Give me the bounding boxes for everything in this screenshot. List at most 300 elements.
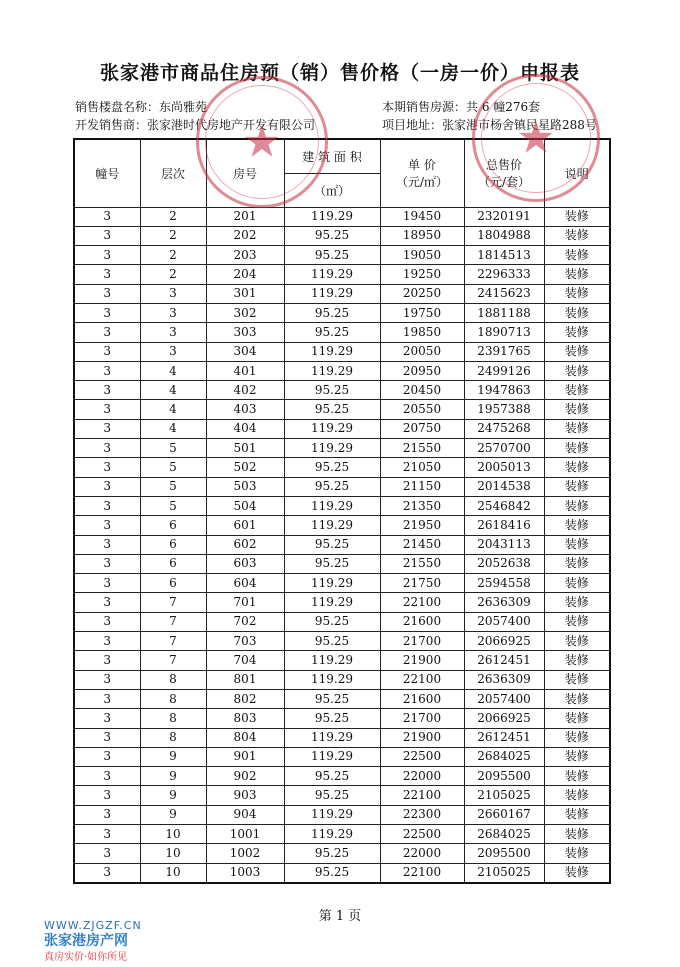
cell-note: 装修: [544, 303, 610, 322]
cell-room: 704: [206, 651, 284, 670]
cell-floor: 6: [140, 516, 206, 535]
table-row: [74, 844, 610, 863]
table-row: [74, 574, 610, 593]
cell-building: 3: [74, 844, 140, 863]
cell-total: 2660167: [464, 805, 544, 824]
cell-floor: 8: [140, 728, 206, 747]
cell-area: 119.29: [284, 361, 380, 380]
table-row: [74, 496, 610, 515]
cell-floor: 2: [140, 246, 206, 265]
watermark-url: WWW.ZJGZF.CN: [44, 919, 142, 932]
cell-area: 119.29: [284, 496, 380, 515]
cell-total: 2095500: [464, 844, 544, 863]
cell-floor: 2: [140, 226, 206, 245]
cell-note: 装修: [544, 496, 610, 515]
cell-building: 3: [74, 863, 140, 883]
cell-total: 2043113: [464, 535, 544, 554]
cell-price: 20450: [380, 381, 464, 400]
cell-floor: 3: [140, 303, 206, 322]
cell-floor: 10: [140, 863, 206, 883]
header-price: [380, 139, 464, 207]
cell-floor: 3: [140, 342, 206, 361]
cell-floor: 9: [140, 786, 206, 805]
project-name-value: 东尚雅苑: [159, 100, 208, 114]
cell-total: 1804988: [464, 226, 544, 245]
cell-price: 19850: [380, 323, 464, 342]
table-row: [74, 207, 610, 226]
cell-area: 119.29: [284, 747, 380, 766]
cell-price: 21550: [380, 439, 464, 458]
cell-room: 1002: [206, 844, 284, 863]
cell-total: 2005013: [464, 458, 544, 477]
table-row: [74, 747, 610, 766]
cell-price: 21900: [380, 728, 464, 747]
cell-building: 3: [74, 632, 140, 651]
cell-area: 95.25: [284, 844, 380, 863]
cell-price: 21150: [380, 477, 464, 496]
cell-building: 3: [74, 805, 140, 824]
cell-total: 2636309: [464, 593, 544, 612]
watermark-slogan: 真房实价·如你所见: [44, 952, 128, 963]
header-note: 说明: [544, 139, 610, 207]
supply-value: 共 6 幢276套: [466, 100, 541, 114]
cell-area: 119.29: [284, 439, 380, 458]
table-row: [74, 458, 610, 477]
cell-price: 20250: [380, 284, 464, 303]
cell-price: 21700: [380, 709, 464, 728]
cell-total: 2105025: [464, 863, 544, 883]
cell-building: 3: [74, 612, 140, 631]
price-table: [73, 138, 611, 884]
cell-total: 2057400: [464, 689, 544, 708]
cell-note: 装修: [544, 709, 610, 728]
cell-room: 702: [206, 612, 284, 631]
cell-price: 22000: [380, 767, 464, 786]
table-row: [74, 863, 610, 883]
cell-room: 302: [206, 303, 284, 322]
cell-note: 装修: [544, 265, 610, 284]
cell-note: 装修: [544, 381, 610, 400]
cell-building: 3: [74, 689, 140, 708]
cell-room: 503: [206, 477, 284, 496]
cell-price: 22100: [380, 786, 464, 805]
cell-room: 803: [206, 709, 284, 728]
cell-floor: 3: [140, 323, 206, 342]
cell-building: 3: [74, 400, 140, 419]
project-name-label: 销售楼盘名称：: [75, 100, 160, 114]
cell-room: 304: [206, 342, 284, 361]
cell-area: 95.25: [284, 554, 380, 573]
header-area-unit: （㎡）: [284, 173, 380, 207]
cell-floor: 6: [140, 574, 206, 593]
cell-room: 804: [206, 728, 284, 747]
cell-room: 202: [206, 226, 284, 245]
table-row: [74, 361, 610, 380]
cell-building: 3: [74, 265, 140, 284]
cell-total: 2499126: [464, 361, 544, 380]
cell-floor: 9: [140, 767, 206, 786]
table-row: [74, 670, 610, 689]
cell-price: 22100: [380, 593, 464, 612]
cell-floor: 6: [140, 554, 206, 573]
cell-note: 装修: [544, 439, 610, 458]
cell-floor: 3: [140, 284, 206, 303]
cell-price: 20050: [380, 342, 464, 361]
cell-total: 1957388: [464, 400, 544, 419]
cell-room: 801: [206, 670, 284, 689]
cell-floor: 7: [140, 593, 206, 612]
cell-room: 903: [206, 786, 284, 805]
supply-label: 本期销售房源：: [382, 100, 467, 114]
cell-room: 402: [206, 381, 284, 400]
header-area: 建 筑 面 积: [284, 139, 380, 173]
cell-price: 22500: [380, 825, 464, 844]
cell-note: 装修: [544, 863, 610, 883]
header-room: 房号: [206, 139, 284, 207]
table-row: [74, 226, 610, 245]
cell-floor: 5: [140, 496, 206, 515]
table-row: [74, 284, 610, 303]
table-row: [74, 612, 610, 631]
cell-area: 119.29: [284, 651, 380, 670]
cell-building: 3: [74, 554, 140, 573]
cell-room: 204: [206, 265, 284, 284]
cell-room: 403: [206, 400, 284, 419]
cell-floor: 5: [140, 439, 206, 458]
cell-note: 装修: [544, 246, 610, 265]
header-building: 幢号: [74, 139, 140, 207]
cell-room: 701: [206, 593, 284, 612]
address-value: 张家港市杨舍镇民星路288号: [442, 118, 597, 132]
cell-area: 119.29: [284, 593, 380, 612]
cell-area: 95.25: [284, 246, 380, 265]
cell-price: 19450: [380, 207, 464, 226]
cell-room: 901: [206, 747, 284, 766]
table-row: [74, 728, 610, 747]
cell-floor: 5: [140, 458, 206, 477]
cell-area: 119.29: [284, 207, 380, 226]
cell-building: 3: [74, 747, 140, 766]
cell-building: 3: [74, 439, 140, 458]
cell-note: 装修: [544, 342, 610, 361]
cell-note: 装修: [544, 747, 610, 766]
cell-floor: 5: [140, 477, 206, 496]
cell-total: 2095500: [464, 767, 544, 786]
cell-note: 装修: [544, 593, 610, 612]
cell-room: 703: [206, 632, 284, 651]
cell-total: 2612451: [464, 728, 544, 747]
cell-price: 20750: [380, 419, 464, 438]
cell-total: 2105025: [464, 786, 544, 805]
cell-price: 21600: [380, 612, 464, 631]
cell-note: 装修: [544, 554, 610, 573]
table-row: [74, 593, 610, 612]
cell-note: 装修: [544, 825, 610, 844]
table-row: [74, 632, 610, 651]
table-row: [74, 535, 610, 554]
cell-building: 3: [74, 284, 140, 303]
cell-total: 2684025: [464, 825, 544, 844]
cell-price: 20950: [380, 361, 464, 380]
table-row: [74, 400, 610, 419]
cell-total: 1881188: [464, 303, 544, 322]
cell-area: 95.25: [284, 400, 380, 419]
header-price-label: 单 价: [408, 158, 436, 173]
cell-room: 501: [206, 439, 284, 458]
cell-area: 95.25: [284, 303, 380, 322]
cell-price: 21550: [380, 554, 464, 573]
cell-price: 22100: [380, 670, 464, 689]
cell-room: 904: [206, 805, 284, 824]
cell-building: 3: [74, 535, 140, 554]
cell-building: 3: [74, 767, 140, 786]
cell-floor: 8: [140, 709, 206, 728]
cell-area: 95.25: [284, 709, 380, 728]
cell-total: 2066925: [464, 709, 544, 728]
cell-floor: 2: [140, 265, 206, 284]
cell-price: 22500: [380, 747, 464, 766]
cell-room: 902: [206, 767, 284, 786]
table-row: [74, 265, 610, 284]
cell-price: 21450: [380, 535, 464, 554]
cell-note: 装修: [544, 632, 610, 651]
cell-floor: 8: [140, 670, 206, 689]
cell-area: 95.25: [284, 323, 380, 342]
cell-total: 2057400: [464, 612, 544, 631]
cell-floor: 10: [140, 825, 206, 844]
cell-area: 119.29: [284, 805, 380, 824]
cell-area: 95.25: [284, 535, 380, 554]
cell-price: 21050: [380, 458, 464, 477]
cell-area: 119.29: [284, 342, 380, 361]
cell-room: 303: [206, 323, 284, 342]
cell-total: 1890713: [464, 323, 544, 342]
cell-floor: 7: [140, 651, 206, 670]
cell-note: 装修: [544, 400, 610, 419]
cell-note: 装修: [544, 612, 610, 631]
cell-note: 装修: [544, 361, 610, 380]
cell-total: 2618416: [464, 516, 544, 535]
cell-area: 95.25: [284, 226, 380, 245]
cell-price: 19250: [380, 265, 464, 284]
cell-floor: 4: [140, 400, 206, 419]
cell-area: 119.29: [284, 670, 380, 689]
cell-area: 95.25: [284, 786, 380, 805]
cell-floor: 9: [140, 747, 206, 766]
cell-total: 2066925: [464, 632, 544, 651]
seal-star-icon: ★: [242, 116, 282, 168]
cell-room: 602: [206, 535, 284, 554]
cell-note: 装修: [544, 477, 610, 496]
table-row: [74, 303, 610, 322]
cell-price: 18950: [380, 226, 464, 245]
cell-building: 3: [74, 342, 140, 361]
cell-area: 95.25: [284, 767, 380, 786]
table-row: [74, 709, 610, 728]
cell-price: 19750: [380, 303, 464, 322]
cell-building: 3: [74, 381, 140, 400]
table-row: [74, 825, 610, 844]
table-row: [74, 554, 610, 573]
cell-building: 3: [74, 303, 140, 322]
cell-total: 2636309: [464, 670, 544, 689]
cell-floor: 7: [140, 632, 206, 651]
cell-price: 21950: [380, 516, 464, 535]
cell-area: 119.29: [284, 265, 380, 284]
cell-room: 201: [206, 207, 284, 226]
cell-total: 1947863: [464, 381, 544, 400]
cell-total: 2684025: [464, 747, 544, 766]
table-row: [74, 246, 610, 265]
cell-building: 3: [74, 825, 140, 844]
cell-total: 2391765: [464, 342, 544, 361]
cell-total: 2052638: [464, 554, 544, 573]
cell-price: 22100: [380, 863, 464, 883]
cell-building: 3: [74, 246, 140, 265]
cell-room: 203: [206, 246, 284, 265]
cell-building: 3: [74, 207, 140, 226]
cell-floor: 9: [140, 805, 206, 824]
cell-room: 502: [206, 458, 284, 477]
cell-room: 601: [206, 516, 284, 535]
cell-building: 3: [74, 574, 140, 593]
cell-building: 3: [74, 670, 140, 689]
cell-floor: 6: [140, 535, 206, 554]
cell-note: 装修: [544, 651, 610, 670]
cell-building: 3: [74, 728, 140, 747]
seal-star-icon: ★: [516, 112, 556, 164]
seal-stamp-right: [472, 74, 600, 202]
cell-note: 装修: [544, 226, 610, 245]
cell-floor: 8: [140, 689, 206, 708]
developer-value: 张家港时代房地产开发有限公司: [147, 118, 316, 132]
cell-building: 3: [74, 786, 140, 805]
page-number: 第 1 页: [318, 909, 362, 924]
cell-price: 21750: [380, 574, 464, 593]
cell-price: 21600: [380, 689, 464, 708]
cell-area: 95.25: [284, 689, 380, 708]
header-floor: 层次: [140, 139, 206, 207]
cell-room: 802: [206, 689, 284, 708]
cell-price: 22300: [380, 805, 464, 824]
cell-note: 装修: [544, 535, 610, 554]
cell-room: 603: [206, 554, 284, 573]
cell-room: 404: [206, 419, 284, 438]
cell-note: 装修: [544, 805, 610, 824]
table-row: [74, 342, 610, 361]
project-name: [75, 98, 207, 115]
cell-area: 119.29: [284, 284, 380, 303]
developer-label: 开发销售商：: [75, 118, 148, 132]
table-row: [74, 381, 610, 400]
cell-price: 20550: [380, 400, 464, 419]
header-total-label: 总售价: [485, 158, 522, 173]
cell-note: 装修: [544, 670, 610, 689]
cell-area: 119.29: [284, 825, 380, 844]
cell-total: 2546842: [464, 496, 544, 515]
cell-area: 95.25: [284, 863, 380, 883]
cell-building: 3: [74, 361, 140, 380]
cell-building: 3: [74, 458, 140, 477]
address-label: 项目地址：: [382, 118, 443, 132]
cell-area: 95.25: [284, 458, 380, 477]
table-row: [74, 439, 610, 458]
cell-note: 装修: [544, 323, 610, 342]
cell-total: 2320191: [464, 207, 544, 226]
cell-note: 装修: [544, 767, 610, 786]
table-row: [74, 786, 610, 805]
cell-area: 95.25: [284, 612, 380, 631]
cell-room: 1003: [206, 863, 284, 883]
cell-note: 装修: [544, 844, 610, 863]
cell-building: 3: [74, 709, 140, 728]
cell-building: 3: [74, 651, 140, 670]
table-row: [74, 651, 610, 670]
cell-price: 21350: [380, 496, 464, 515]
cell-area: 119.29: [284, 574, 380, 593]
table-row: [74, 767, 610, 786]
cell-note: 装修: [544, 728, 610, 747]
cell-building: 3: [74, 419, 140, 438]
table-row: [74, 805, 610, 824]
header-total-unit: （元/套）: [477, 175, 531, 190]
cell-building: 3: [74, 477, 140, 496]
cell-building: 3: [74, 226, 140, 245]
table-row: [74, 689, 610, 708]
cell-price: 19050: [380, 246, 464, 265]
cell-building: 3: [74, 323, 140, 342]
cell-area: 95.25: [284, 632, 380, 651]
cell-note: 装修: [544, 419, 610, 438]
cell-room: 604: [206, 574, 284, 593]
cell-price: 22000: [380, 844, 464, 863]
table-row: [74, 419, 610, 438]
cell-total: 2594558: [464, 574, 544, 593]
cell-total: 2296333: [464, 265, 544, 284]
cell-area: 119.29: [284, 728, 380, 747]
cell-price: 21900: [380, 651, 464, 670]
cell-total: 2475268: [464, 419, 544, 438]
cell-total: 2014538: [464, 477, 544, 496]
cell-area: 119.29: [284, 419, 380, 438]
cell-note: 装修: [544, 574, 610, 593]
cell-building: 3: [74, 516, 140, 535]
cell-floor: 7: [140, 612, 206, 631]
cell-note: 装修: [544, 284, 610, 303]
cell-area: 119.29: [284, 516, 380, 535]
cell-floor: 10: [140, 844, 206, 863]
cell-floor: 4: [140, 419, 206, 438]
cell-room: 401: [206, 361, 284, 380]
cell-floor: 4: [140, 381, 206, 400]
table-row: [74, 323, 610, 342]
cell-floor: 2: [140, 207, 206, 226]
cell-room: 301: [206, 284, 284, 303]
cell-note: 装修: [544, 207, 610, 226]
cell-floor: 4: [140, 361, 206, 380]
cell-building: 3: [74, 496, 140, 515]
cell-room: 1001: [206, 825, 284, 844]
header-price-unit: （元/㎡）: [395, 175, 449, 190]
cell-note: 装修: [544, 786, 610, 805]
cell-total: 1814513: [464, 246, 544, 265]
table-row: [74, 516, 610, 535]
cell-building: 3: [74, 593, 140, 612]
cell-price: 21700: [380, 632, 464, 651]
cell-room: 504: [206, 496, 284, 515]
cell-area: 95.25: [284, 381, 380, 400]
cell-total: 2612451: [464, 651, 544, 670]
